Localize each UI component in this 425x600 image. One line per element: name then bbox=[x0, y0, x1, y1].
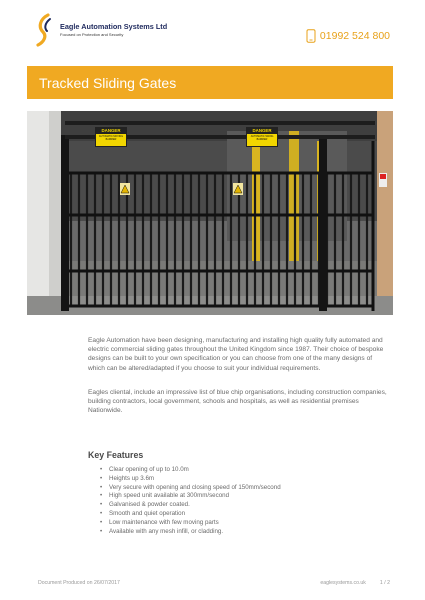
list-item bbox=[100, 492, 281, 501]
mobile-phone-icon bbox=[306, 29, 316, 43]
bullet-icon: • bbox=[100, 474, 103, 482]
company-tagline: Focused on Protection and Security bbox=[60, 32, 124, 37]
danger-sign-heading: DANGER bbox=[96, 128, 126, 134]
page-number: 1 / 2 bbox=[379, 580, 390, 586]
intro-paragraph: Eagle Automation have been designing, manufacturing and installing high quality fully automated and electric commercial sliding gates throughout the United Kingdom since 1987. Their choice of bespoke designs can be built to your own specification or you can choose from one of the many designs of which can be altered/adapted if you choose to suit your individual requirements. bbox=[88, 337, 384, 372]
page-title: Tracked Sliding Gates bbox=[39, 75, 177, 91]
key-features-list bbox=[100, 466, 281, 536]
feature-text: Heights up 3.6m bbox=[109, 474, 155, 482]
list-item bbox=[100, 519, 281, 528]
danger-sign-heading: DANGER bbox=[247, 128, 277, 134]
feature-text: Smooth and quiet operation bbox=[109, 509, 186, 517]
danger-sign-text: AUTOMATIC SWING BARRIER bbox=[250, 135, 274, 141]
danger-sign-left bbox=[95, 127, 127, 147]
feature-text: High speed unit available at 300mm/second bbox=[109, 492, 230, 500]
list-item bbox=[100, 466, 281, 475]
bullet-icon: • bbox=[100, 466, 103, 473]
list-item bbox=[100, 510, 281, 519]
footer-website-link[interactable]: eaglesystems.co.uk bbox=[320, 580, 366, 586]
bullet-icon: • bbox=[100, 483, 103, 491]
bullet-icon: • bbox=[100, 492, 103, 500]
list-item bbox=[100, 528, 281, 537]
bullet-icon: • bbox=[100, 527, 103, 535]
feature-text: Available with any mesh infill, or cladding. bbox=[109, 527, 224, 535]
list-item bbox=[100, 475, 281, 484]
feature-text: Galvanised & powder coated. bbox=[109, 501, 190, 509]
danger-sign-text: AUTOMATIC MOVING BARRIER bbox=[98, 135, 124, 141]
bullet-icon: • bbox=[100, 518, 103, 526]
danger-sign-right bbox=[246, 127, 278, 147]
bullet-icon: • bbox=[100, 501, 103, 509]
clients-paragraph: Eagles cliental, include an impressive list of blue chip organisations, including construction companies, building contractors, local government, schools and hospitals, as well as residential premises Nationwide. bbox=[88, 389, 387, 415]
company-logo bbox=[34, 13, 168, 47]
phone-contact[interactable] bbox=[306, 29, 390, 43]
page-footer-right bbox=[320, 580, 390, 586]
eagle-logo-icon bbox=[34, 13, 56, 47]
feature-text: Very secure with opening and closing speed of 150mm/second bbox=[109, 483, 281, 491]
list-item bbox=[100, 484, 281, 493]
page-header bbox=[0, 0, 425, 60]
footer-produced-date: Document Produced on 26/07/2017 bbox=[38, 580, 120, 586]
feature-text: Clear opening of up to 10.0m bbox=[109, 466, 189, 473]
key-features-heading: Key Features bbox=[88, 450, 144, 460]
title-banner bbox=[27, 66, 393, 99]
bullet-icon: • bbox=[100, 509, 103, 517]
feature-text: Low maintenance with few moving parts bbox=[109, 518, 219, 526]
phone-number: 01992 524 800 bbox=[319, 30, 390, 42]
gate-photo-illustration bbox=[27, 111, 393, 315]
company-name: Eagle Automation Systems Ltd bbox=[60, 22, 168, 31]
gate-photo bbox=[27, 111, 393, 315]
list-item bbox=[100, 501, 281, 510]
